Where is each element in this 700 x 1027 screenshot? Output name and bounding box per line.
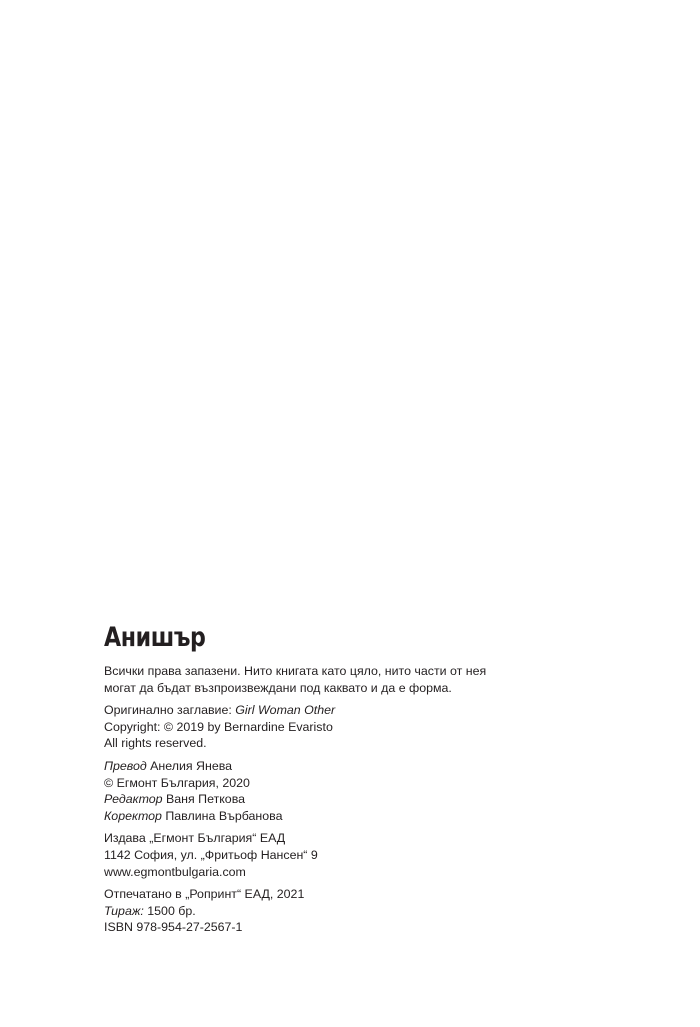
printing-info [104, 886, 574, 936]
rights-reserved-line: All rights reserved. [104, 736, 207, 751]
proofreader-label: Коректор [104, 808, 162, 823]
print-run-value: 1500 бр. [147, 903, 196, 918]
colophon [104, 622, 574, 936]
publisher-info [104, 830, 574, 880]
original-title-line [104, 702, 574, 719]
isbn-line: ISBN 978-954-27-2567-1 [104, 920, 243, 935]
proofreader-line [104, 808, 574, 825]
printed-line: Отпечатано в „Ропринт“ ЕАД, 2021 [104, 887, 305, 902]
print-run-label: Тираж: [104, 903, 144, 918]
copyright-line: Copyright: © 2019 by Bernardine Evaristo [104, 719, 333, 734]
rights-line: могат да бъдат възпроизвеждани под каквато и да е форма. [104, 680, 452, 695]
editor-value: Ваня Петкова [166, 792, 246, 807]
translation-line [104, 758, 574, 775]
editor-label: Редактор [104, 792, 163, 807]
publisher-logo: Анишър [104, 622, 206, 653]
rights-notice [104, 663, 574, 696]
editor-line [104, 791, 574, 808]
publisher-name-line: Издава „Егмонт България“ ЕАД [104, 831, 286, 846]
original-title-label: Оригинално заглавие: [104, 703, 232, 718]
translation-label: Превод [104, 758, 147, 773]
original-info [104, 702, 574, 752]
rights-line: Всички права запазени. Нито книгата като цяло, нито части от нея [104, 664, 487, 678]
publisher-website-line: www.egmontbulgaria.com [104, 864, 246, 879]
translation-value: Анелия Янева [150, 758, 233, 773]
bg-copyright-line: © Егмонт България, 2020 [104, 775, 250, 790]
original-title-value: Girl Woman Other [235, 703, 336, 718]
credits [104, 758, 574, 824]
publisher-address-line: 1142 София, ул. „Фритьоф Нансен“ 9 [104, 847, 318, 862]
proofreader-value: Павлина Върбанова [165, 808, 283, 823]
print-run-line [104, 903, 574, 920]
